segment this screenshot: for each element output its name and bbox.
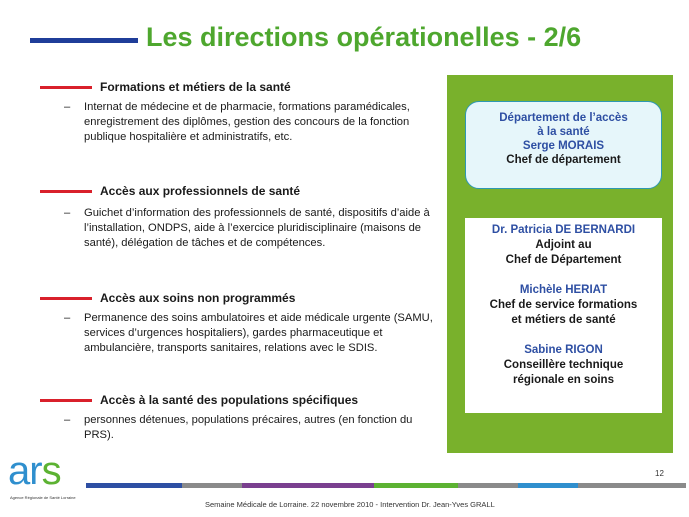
page-title: Les directions opérationelles - 2/6 <box>146 22 582 52</box>
title-accent-line <box>30 38 138 43</box>
staff-name: Michèle HERIAT <box>519 284 608 296</box>
ars-logo <box>8 449 88 507</box>
staff-role-line: et métiers de santé <box>511 314 616 326</box>
staff-role-line: régionale en soins <box>513 374 614 386</box>
staff-role-line: Chef de Département <box>505 254 622 266</box>
section-body-professionnels <box>64 206 434 251</box>
band-segment <box>242 483 374 488</box>
red-dash-marker <box>40 297 92 300</box>
staff-role-line: Chef de service formations <box>489 299 638 311</box>
band-segment <box>518 483 578 488</box>
section-body-text: Guichet d’information des professionnels de santé, dispositifs d’aide à l’installation, ONDPS, aide à l’exercice pluridisciplinaire (maisons de santé), délégation de tâches et de compétences. <box>84 207 430 249</box>
department-head-role: Chef de département <box>506 154 621 166</box>
band-segment <box>86 483 182 488</box>
dash-bullet: – <box>64 414 71 426</box>
band-segment <box>182 483 242 488</box>
department-box <box>465 101 662 189</box>
department-name-line1: Département de l’accès <box>499 112 628 124</box>
section-heading-text: Formations et métiers de la santé <box>100 80 291 94</box>
logo-text-ar: ar <box>8 449 42 493</box>
red-dash-marker <box>40 86 92 89</box>
staff-box <box>465 218 662 413</box>
section-heading-text: Accès à la santé des populations spécifiques <box>100 393 359 407</box>
staff-role-line: Conseillère technique <box>503 359 624 371</box>
band-segment <box>374 483 458 488</box>
page-number: 12 <box>655 469 664 478</box>
section-body-text: Permanence des soins ambulatoires et aide médicale urgente (SAMU, services d’urgences hospitaliers), gardes pharmaceutique et ambulancière, transports sanitaires, relations avec le SDIS. <box>84 312 433 354</box>
section-heading-text: Accès aux professionnels de santé <box>100 184 301 198</box>
staff-name: Dr. Patricia DE BERNARDI <box>491 224 636 236</box>
department-head-name: Serge MORAIS <box>522 140 605 152</box>
band-segment <box>578 483 686 488</box>
section-body-soins <box>64 311 434 356</box>
staff-name: Sabine RIGON <box>524 344 603 356</box>
red-dash-marker <box>40 190 92 193</box>
dash-bullet: – <box>64 312 71 324</box>
section-body-text: personnes détenues, populations précaires, autres (en fonction du PRS). <box>84 414 413 441</box>
footer-text: Semaine Médicale de Lorraine. 22 novembre 2010 - Intervention Dr. Jean-Yves GRALL <box>205 500 495 509</box>
section-heading-formations <box>40 80 291 94</box>
logo-text-s: s <box>41 449 61 493</box>
footer-color-band <box>86 483 686 488</box>
logo-subtitle: Agence Régionale de Santé Lorraine <box>10 495 76 500</box>
department-name-line2: à la santé <box>537 126 590 138</box>
section-body-text: Internat de médecine et de pharmacie, formations paramédicales, enregistrement des diplômes, gestion des concours de la fonction publique hospitalière et administratifs, etc. <box>84 101 410 143</box>
staff-role-line: Adjoint au <box>535 239 592 251</box>
dash-bullet: – <box>64 207 71 219</box>
section-heading-professionnels <box>40 184 300 198</box>
section-body-formations <box>64 100 434 145</box>
dash-bullet: – <box>64 101 71 113</box>
section-body-populations <box>64 413 414 443</box>
red-dash-marker <box>40 399 92 402</box>
band-segment <box>458 483 518 488</box>
section-heading-populations <box>40 393 358 407</box>
section-heading-soins <box>40 291 295 305</box>
section-heading-text: Accès aux soins non programmés <box>100 291 296 305</box>
